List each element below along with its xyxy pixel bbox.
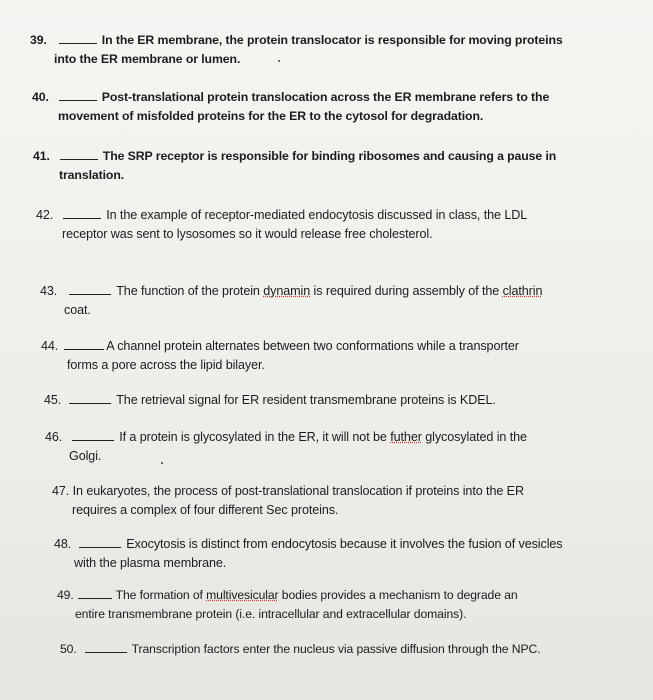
question-text-c: bodies provides a mechanism to degrade an	[278, 588, 518, 602]
question-46	[45, 428, 645, 466]
question-number: 50.	[60, 642, 77, 656]
question-42	[36, 206, 636, 244]
question-text-continued: forms a pore across the lipid bilayer.	[67, 358, 265, 372]
scan-speck	[161, 462, 163, 464]
question-text-continued: with the plasma membrane.	[74, 556, 227, 570]
question-text-continued: requires a complex of four different Sec proteins.	[72, 503, 339, 517]
question-number: 45.	[44, 393, 62, 407]
question-text-continued: receptor was sent to lysosomes so it would release free cholesterol.	[62, 227, 433, 241]
question-number: 39.	[30, 33, 47, 47]
question-44	[41, 337, 641, 375]
answer-blank[interactable]	[64, 338, 104, 350]
answer-blank[interactable]	[59, 89, 97, 101]
question-text-c: glycosylated in the	[421, 430, 527, 444]
question-47	[52, 482, 642, 520]
question-39	[30, 31, 630, 69]
question-number: 40.	[32, 90, 49, 104]
answer-blank[interactable]	[78, 587, 112, 599]
question-45	[44, 391, 644, 410]
question-40	[32, 88, 632, 126]
question-text: The SRP receptor is responsible for binding ribosomes and causing a pause in	[102, 149, 557, 163]
question-number: 48.	[54, 537, 72, 551]
answer-blank[interactable]	[85, 641, 127, 653]
question-50	[60, 640, 645, 659]
question-text-continued: translation.	[59, 168, 125, 182]
question-text: Post-translational protein translocation across the ER membrane refers to the	[101, 90, 550, 104]
question-number: 41.	[33, 149, 50, 163]
question-text-continued: into the ER membrane or lumen.	[54, 52, 241, 66]
question-text-b: dynamin	[263, 284, 311, 298]
answer-blank[interactable]	[69, 392, 111, 404]
answer-blank[interactable]	[72, 429, 114, 441]
question-text-continued: entire transmembrane protein (i.e. intracellular and extracellular domains).	[75, 607, 467, 621]
question-text: The retrieval signal for ER resident transmembrane proteins is KDEL.	[116, 393, 496, 407]
question-text-b: multivesicular	[206, 588, 279, 602]
question-number: 43.	[40, 284, 58, 298]
answer-blank[interactable]	[63, 207, 101, 219]
question-number: 49.	[57, 588, 74, 602]
question-text: In the ER membrane, the protein translocator is responsible for moving proteins	[101, 33, 563, 47]
question-text-b: futher	[390, 430, 422, 444]
question-text-continued: movement of misfolded proteins for the ER to the cytosol for degradation.	[58, 109, 484, 123]
question-text-continued: Golgi.	[69, 449, 102, 463]
question-text-a: If a protein is glycosylated in the ER, it will not be	[119, 430, 391, 444]
question-text-c: is required during assembly of the	[310, 284, 503, 298]
question-text-continued: coat.	[64, 303, 91, 317]
question-number: 46.	[45, 430, 63, 444]
question-text-a: The function of the protein	[116, 284, 264, 298]
answer-blank[interactable]	[59, 32, 97, 44]
question-text-a: The formation of	[115, 588, 207, 602]
answer-blank[interactable]	[79, 536, 121, 548]
question-text: Exocytosis is distinct from endocytosis because it involves the fusion of vesicles	[126, 537, 563, 551]
question-49	[57, 586, 647, 624]
question-48	[54, 535, 644, 573]
question-number: 44.	[41, 339, 59, 353]
question-number: 42.	[36, 208, 54, 222]
question-text: In eukaryotes, the process of post-translational translocation if proteins into the ER	[72, 484, 524, 498]
question-43	[40, 282, 640, 320]
question-text: Transcription factors enter the nucleus via passive diffusion through the NPC.	[131, 642, 541, 656]
question-41	[33, 147, 633, 185]
question-text: A channel protein alternates between two conformations while a transporter	[106, 339, 519, 353]
question-text: In the example of receptor-mediated endocytosis discussed in class, the LDL	[106, 208, 528, 222]
question-number: 47.	[52, 484, 70, 498]
answer-blank[interactable]	[69, 283, 111, 295]
question-text-d: clathrin	[502, 284, 543, 298]
scan-speck	[278, 60, 280, 62]
answer-blank[interactable]	[60, 148, 98, 160]
